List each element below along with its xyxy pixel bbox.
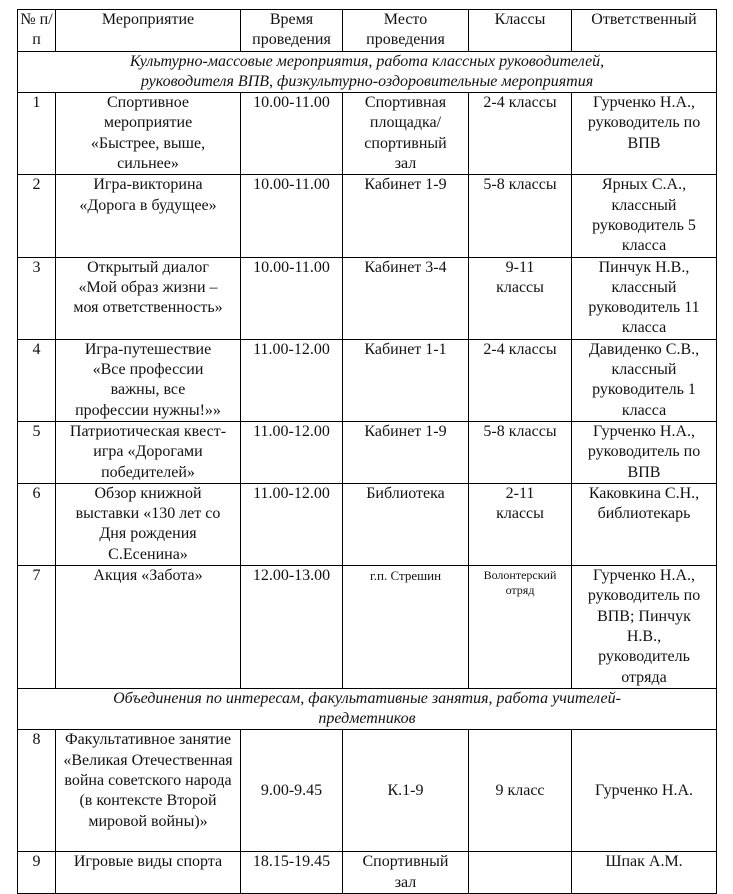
cell-num: 4 — [18, 339, 56, 421]
cell-classes — [469, 852, 572, 894]
cell-place: г.п. Стрешин — [343, 566, 469, 689]
table-row — [18, 730, 717, 852]
cell-time: 9.00-9.45 — [241, 730, 343, 852]
cell-time: 10.00-11.00 — [241, 257, 343, 339]
cell-place: Кабинет 1-9 — [343, 175, 469, 257]
cell-time: 18.15-19.45 — [241, 852, 343, 894]
cell-responsible: Гурченко Н.А. — [572, 730, 717, 852]
header-place: Место проведения — [343, 10, 469, 52]
cell-place: Кабинет 1-1 — [343, 339, 469, 421]
cell-event: Патриотическая квест-игра «Дорогами победителей» — [56, 421, 241, 483]
table-row — [18, 93, 717, 175]
cell-time: 12.00-13.00 — [241, 566, 343, 689]
cell-event: Спортивное мероприятие «Быстрее, выше, сильнее» — [56, 93, 241, 175]
table-row — [18, 566, 717, 689]
cell-time: 10.00-11.00 — [241, 93, 343, 175]
table-row — [18, 421, 717, 483]
cell-place: К.1-9 — [343, 730, 469, 852]
cell-place: Кабинет 1-9 — [343, 421, 469, 483]
cell-time: 11.00-12.00 — [241, 421, 343, 483]
cell-event: Обзор книжной выставки «130 лет со Дня рождения С.Есенина» — [56, 483, 241, 565]
cell-num: 9 — [18, 852, 56, 894]
cell-place: Кабинет 3-4 — [343, 257, 469, 339]
cell-classes: 2-4 классы — [469, 339, 572, 421]
cell-time: 10.00-11.00 — [241, 175, 343, 257]
cell-num: 6 — [18, 483, 56, 565]
cell-num: 8 — [18, 730, 56, 852]
header-num: № п/п — [18, 10, 56, 52]
cell-responsible: Давиденко С.В., классный руководитель 1 класса — [572, 339, 717, 421]
header-row — [18, 10, 717, 52]
cell-responsible: Пинчук Н.В., классный руководитель 11 класса — [572, 257, 717, 339]
cell-num: 7 — [18, 566, 56, 689]
cell-event: Игра-викторина «Дорога в будущее» — [56, 175, 241, 257]
cell-num: 2 — [18, 175, 56, 257]
header-event: Мероприятие — [56, 10, 241, 52]
section-title: Объединения по интересам, факультативные занятия, работа учителей-предметников — [18, 688, 717, 730]
table-row — [18, 257, 717, 339]
table-row — [18, 175, 717, 257]
header-classes: Классы — [469, 10, 572, 52]
cell-event: Факультативное занятие «Великая Отечественная война советского народа (в контексте Второй мировой войны)» — [56, 730, 241, 852]
cell-place: Библиотека — [343, 483, 469, 565]
cell-num: 1 — [18, 93, 56, 175]
cell-classes: 9-11 классы — [469, 257, 572, 339]
table-row — [18, 483, 717, 565]
section-header — [18, 688, 717, 730]
cell-responsible: Ярных С.А., классный руководитель 5 класса — [572, 175, 717, 257]
cell-event: Игра-путешествие «Все профессии важны, все профессии нужны!»» — [56, 339, 241, 421]
cell-responsible: Гурченко Н.А., руководитель по ВПВ — [572, 421, 717, 483]
section-title: Культурно-массовые мероприятия, работа классных руководителей, руководителя ВПВ, физкультурно-оздоровительные мероприятия — [18, 51, 717, 93]
cell-classes: 5-8 классы — [469, 421, 572, 483]
cell-time: 11.00-12.00 — [241, 339, 343, 421]
table-row — [18, 339, 717, 421]
header-time: Время проведения — [241, 10, 343, 52]
cell-classes: 2-4 классы — [469, 93, 572, 175]
cell-event: Акция «Забота» — [56, 566, 241, 689]
cell-event: Игровые виды спорта — [56, 852, 241, 894]
cell-place: Спортивная площадка/ спортивный зал — [343, 93, 469, 175]
cell-place: Спортивный зал — [343, 852, 469, 894]
cell-num: 5 — [18, 421, 56, 483]
cell-responsible: Гурченко Н.А., руководитель по ВПВ — [572, 93, 717, 175]
cell-num: 3 — [18, 257, 56, 339]
header-responsible: Ответственный — [572, 10, 717, 52]
cell-event: Открытый диалог «Мой образ жизни – моя ответственность» — [56, 257, 241, 339]
cell-classes: 5-8 классы — [469, 175, 572, 257]
events-table — [17, 9, 717, 894]
table-row — [18, 852, 717, 894]
cell-classes: 2-11 классы — [469, 483, 572, 565]
cell-time: 11.00-12.00 — [241, 483, 343, 565]
cell-classes: Волонтерский отряд — [469, 566, 572, 689]
cell-responsible: Каковкина С.Н., библиотекарь — [572, 483, 717, 565]
cell-responsible: Шпак А.М. — [572, 852, 717, 894]
section-header — [18, 51, 717, 93]
cell-classes: 9 класс — [469, 730, 572, 852]
cell-responsible: Гурченко Н.А., руководитель по ВПВ; Пинчук Н.В., руководитель отряда — [572, 566, 717, 689]
